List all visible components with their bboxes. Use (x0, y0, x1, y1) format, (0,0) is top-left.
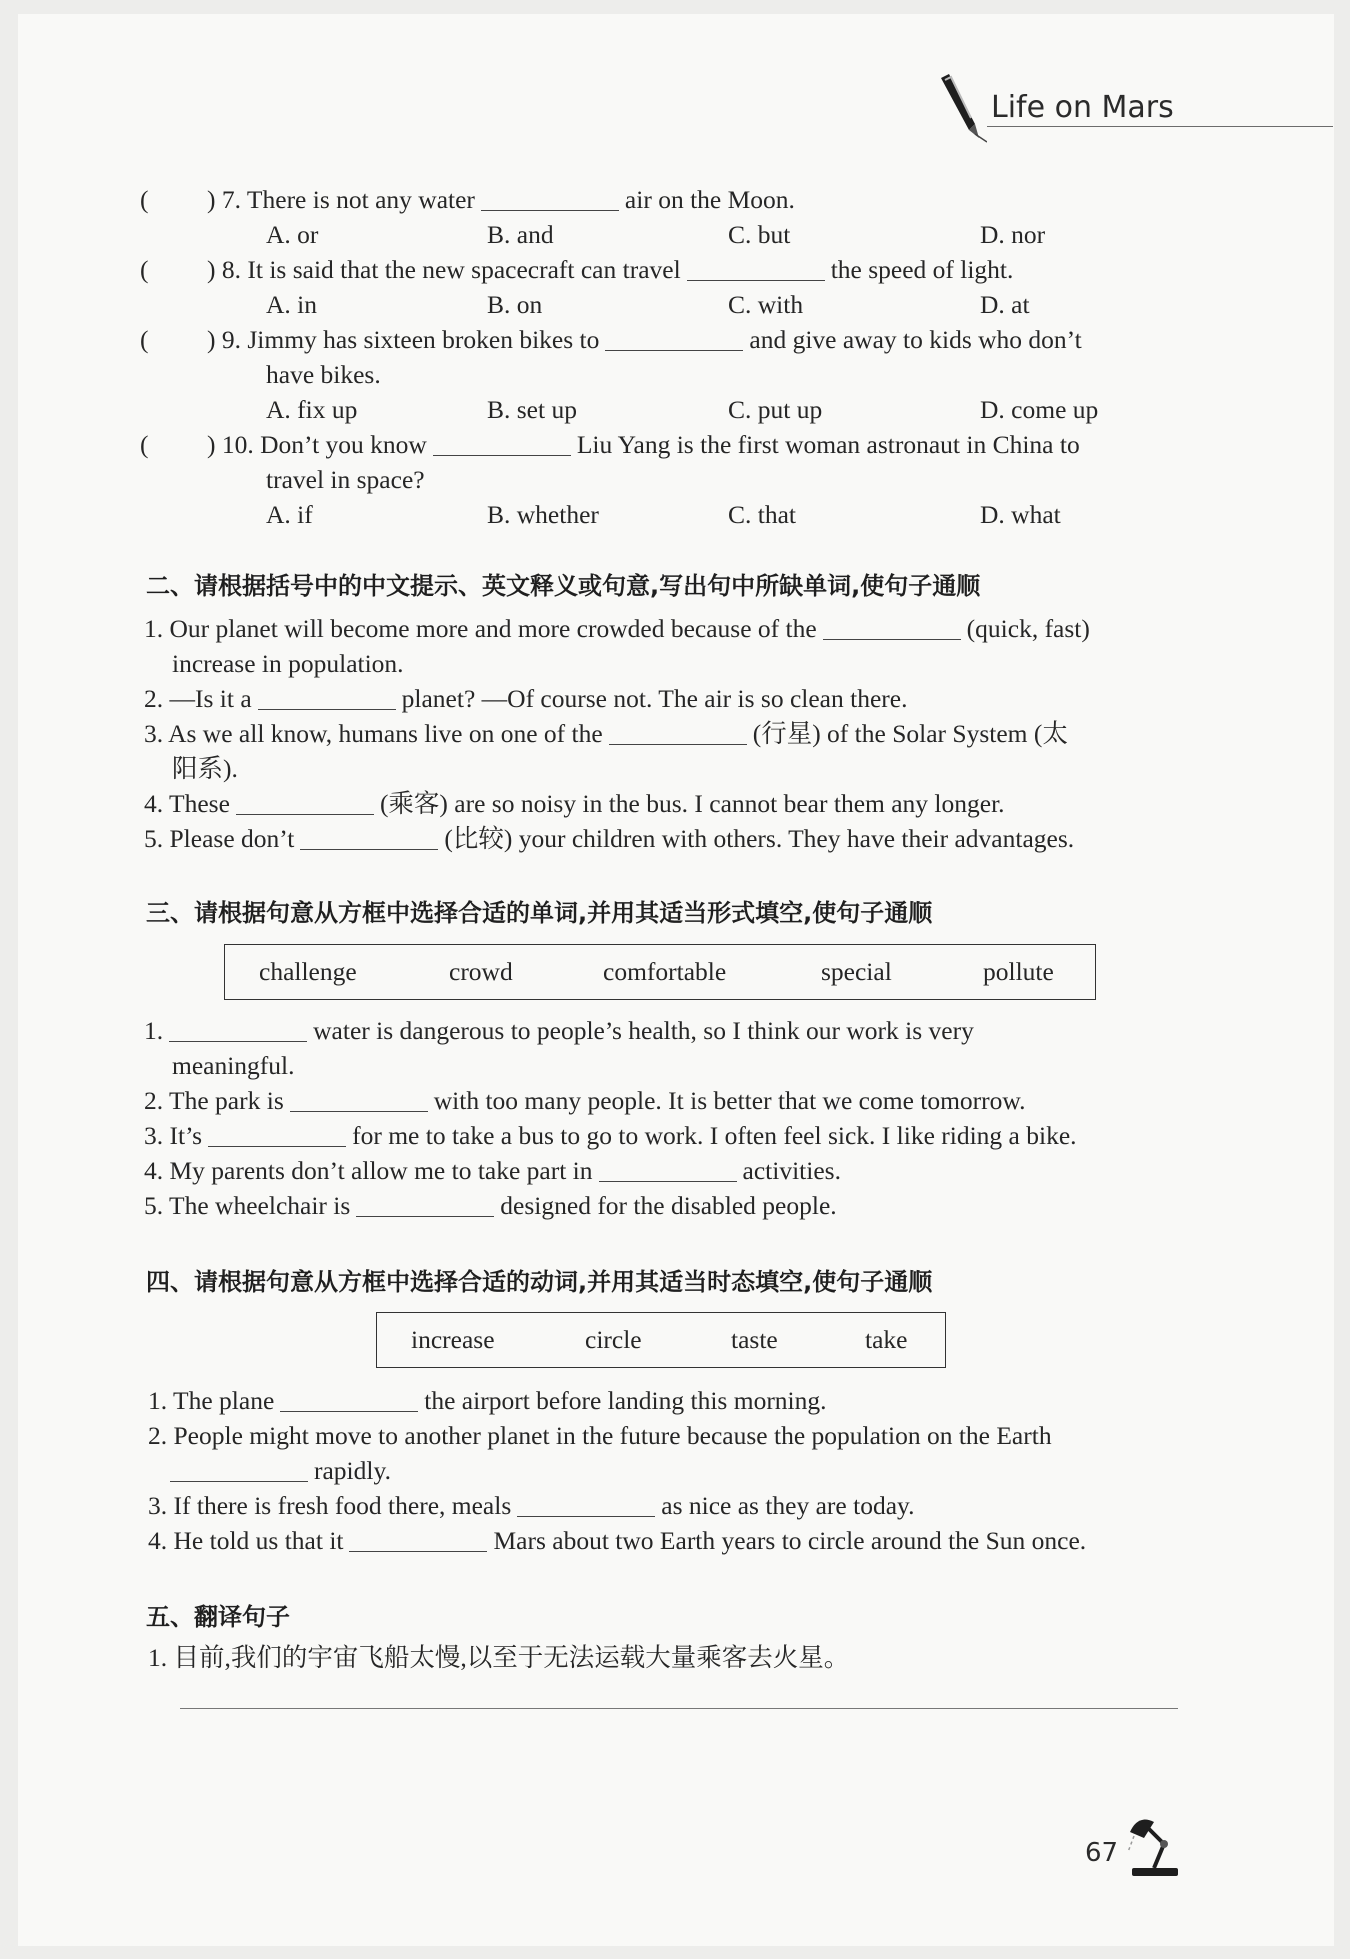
section-3-title: 三、请根据句意从方框中选择合适的单词,并用其适当形式填空,使句子通顺 (146, 899, 933, 927)
question-text: air on the Moon. (624, 185, 795, 214)
question-text: Liu Yang is the first woman astronaut in China to (576, 430, 1080, 459)
option-a: A. in (266, 290, 317, 319)
sec2-item-3: 3. As we all know, humans live on one of the (行星) of the Solar System (太 (144, 719, 1068, 748)
verb-choice: circle (585, 1325, 642, 1354)
answer-blank[interactable] (433, 431, 571, 456)
sec3-item-2: 2. The park is with too many people. It is better that we come tomorrow. (144, 1086, 1026, 1115)
answer-blank[interactable] (605, 326, 743, 351)
option-c: C. with (728, 290, 804, 319)
answer-blank[interactable] (687, 256, 825, 281)
question-number: ) 7. (207, 185, 241, 214)
answer-blank[interactable] (258, 685, 396, 710)
sec3-item-1: 1. water is dangerous to people’s health, so I think our work is very (144, 1016, 974, 1045)
word-choice: challenge (259, 957, 357, 986)
option-c: C. put up (728, 395, 823, 424)
sec2-item-4: 4. These (乘客) are so noisy in the bus. I cannot bear them any longer. (144, 789, 1005, 818)
question-text-continued: have bikes. (266, 360, 381, 389)
sec2-item-1: 1. Our planet will become more and more crowded because of the (quick, fast) (144, 614, 1090, 643)
question-10: ( ) 10. Don’t you know Liu Yang is the first woman astronaut in China to travel in space? A. if B. whether C. that D. what (140, 427, 1180, 532)
answer-blank[interactable] (170, 1457, 308, 1482)
option-a: A. fix up (266, 395, 358, 424)
answer-blank[interactable] (349, 1527, 487, 1552)
answer-blank[interactable] (356, 1192, 494, 1217)
question-number: ) 10. (207, 430, 254, 459)
option-b: B. on (487, 290, 543, 319)
question-number: ) 9. (207, 325, 241, 354)
question-text: the speed of light. (830, 255, 1014, 284)
option-a: A. if (266, 500, 313, 529)
sec4-item-2-cont: rapidly. (170, 1453, 391, 1488)
page-header (935, 78, 1333, 138)
answer-blank[interactable] (236, 790, 374, 815)
option-c: C. but (728, 220, 791, 249)
verb-choice: increase (411, 1325, 495, 1354)
option-b: B. and (487, 220, 554, 249)
answer-blank[interactable] (609, 720, 747, 745)
option-d: D. come up (980, 395, 1099, 424)
word-choice: comfortable (603, 957, 727, 986)
sec2-item-1-cont: increase in population. (172, 649, 404, 678)
page-number: 67 (1085, 1838, 1119, 1868)
header-title: Life on Mars (991, 90, 1174, 125)
word-box (224, 944, 1096, 1000)
answer-blank[interactable] (169, 1017, 307, 1042)
option-b: B. whether (487, 500, 599, 529)
header-rule (987, 126, 1333, 127)
question-7: ( ) 7. There is not any water air on the Moon. A. or B. and C. but D. nor (140, 182, 1180, 252)
verb-box (376, 1312, 946, 1368)
sec2-item-2: 2. —Is it a planet? —Of course not. The air is so clean there. (144, 684, 908, 713)
verb-choice: take (865, 1325, 908, 1354)
question-number: ) 8. (207, 255, 241, 284)
answer-blank[interactable] (208, 1122, 346, 1147)
answer-blank[interactable] (481, 186, 619, 211)
sec4-item-4: 4. He told us that it Mars about two Earth years to circle around the Sun once. (148, 1526, 1087, 1555)
answer-blank[interactable] (599, 1157, 737, 1182)
option-d: D. at (980, 290, 1030, 319)
sec5-item-1: 1. 目前,我们的宇宙飞船太慢,以至于无法运载大量乘客去火星。 (148, 1643, 850, 1672)
sec4-item-1: 1. The plane the airport before landing this morning. (148, 1386, 827, 1415)
answer-blank[interactable] (300, 825, 438, 850)
word-choice: crowd (449, 957, 513, 986)
section-2-title: 二、请根据括号中的中文提示、英文释义或句意,写出句中所缺单词,使句子通顺 (146, 572, 981, 600)
option-d: D. nor (980, 220, 1046, 249)
desk-lamp-icon (1124, 1812, 1186, 1878)
question-text: Jimmy has sixteen broken bikes to (247, 325, 600, 354)
sec2-item-5: 5. Please don’t (比较) your children with others. They have their advantages. (144, 824, 1075, 853)
pen-icon (935, 72, 987, 144)
question-8: ( ) 8. It is said that the new spacecraft can travel the speed of light. A. in B. on C. with D. at (140, 252, 1180, 322)
sec4-item-2: 2. People might move to another planet in the future because the population on the Earth (148, 1421, 1052, 1450)
question-text: and give away to kids who don’t (749, 325, 1082, 354)
option-d: D. what (980, 500, 1061, 529)
answer-blank[interactable] (290, 1087, 428, 1112)
word-choice: special (821, 957, 892, 986)
question-text: It is said that the new spacecraft can travel (247, 255, 681, 284)
sec3-item-3: 3. It’s for me to take a bus to go to work. I often feel sick. I like riding a bike. (144, 1121, 1077, 1150)
question-9: ( ) 9. Jimmy has sixteen broken bikes to and give away to kids who don’t have bikes. A. fix up B. set up C. put up D. come up (140, 322, 1180, 427)
question-text: There is not any water (246, 185, 475, 214)
answer-blank[interactable] (280, 1387, 418, 1412)
sec3-item-1-cont: meaningful. (172, 1051, 295, 1080)
question-text-continued: travel in space? (266, 465, 425, 494)
translation-answer-line[interactable] (180, 1708, 1178, 1709)
answer-blank[interactable] (823, 615, 961, 640)
option-a: A. or (266, 220, 319, 249)
verb-choice: taste (731, 1325, 778, 1354)
section-5-title: 五、翻译句子 (146, 1603, 290, 1631)
answer-blank[interactable] (517, 1492, 655, 1517)
option-c: C. that (728, 500, 796, 529)
word-choice: pollute (983, 957, 1054, 986)
section-4-title: 四、请根据句意从方框中选择合适的动词,并用其适当时态填空,使句子通顺 (146, 1268, 933, 1296)
sec4-item-3: 3. If there is fresh food there, meals as nice as they are today. (148, 1491, 915, 1520)
option-b: B. set up (487, 395, 577, 424)
sec2-item-3-cont: 阳系). (172, 754, 238, 783)
sec3-item-4: 4. My parents don’t allow me to take part in activities. (144, 1156, 841, 1185)
question-text: Don’t you know (260, 430, 427, 459)
sec3-item-5: 5. The wheelchair is designed for the disabled people. (144, 1191, 837, 1220)
